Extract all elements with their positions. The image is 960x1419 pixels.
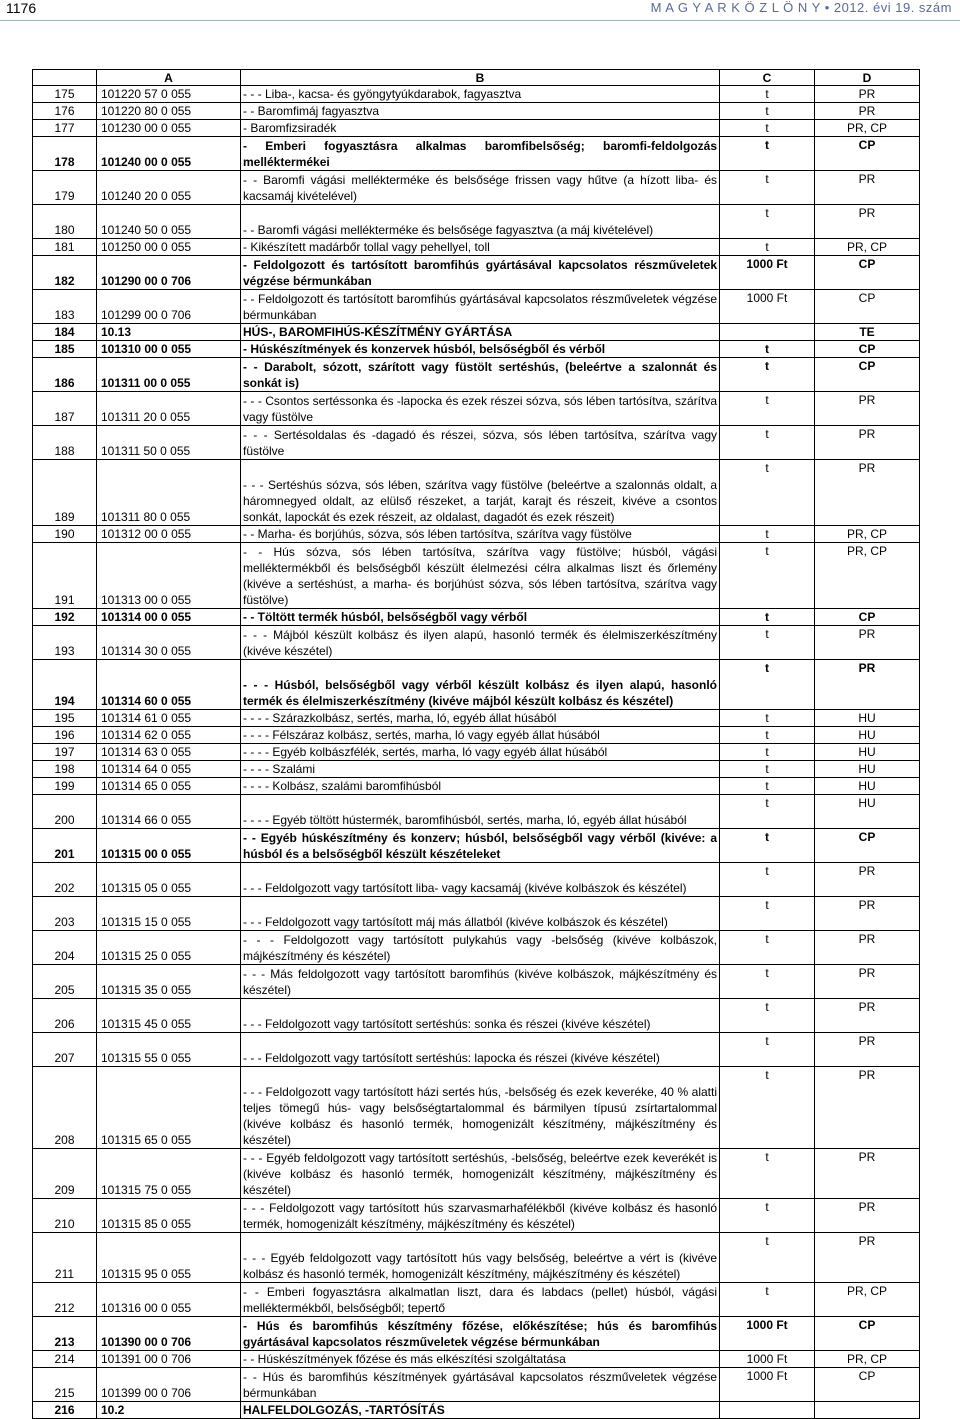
data-source-tag: CP: [815, 829, 920, 863]
data-source-tag: PR: [815, 1033, 920, 1067]
unit-of-measure: t: [720, 965, 815, 999]
product-code: 101316 00 0 055: [97, 1283, 241, 1317]
row-number: 194: [33, 660, 97, 710]
product-code: 101315 25 0 055: [97, 931, 241, 965]
table-row: [33, 761, 920, 778]
table-row: [33, 171, 920, 205]
product-description: - - - Feldolgozott vagy tartósított házi sertés hús, -belsőség és ezek keveréke, 40 % alatti teljes tömegű hús- vagy belsőségtartalommal és bármilyen típusú zsírtartalommal (kivéve kolbász és hasonló termék, homogenizált készítmény, májkészítmény és készétel): [241, 1067, 720, 1149]
product-code: 101310 00 0 055: [97, 341, 241, 358]
unit-of-measure: [720, 324, 815, 341]
table-row: [33, 1233, 920, 1283]
row-number: 196: [33, 727, 97, 744]
product-description: - - - Sertéshús sózva, sós lében, szárítva vagy füstölve (beleértve a szalonnás oldalt, a háromnegyed oldalt, az elülső részeket, a tarját, karajt és részeit, kivéve a csontos sonkát, lapockát és ezek részeit, az oldalast, dagadót és ezek részeit): [241, 460, 720, 526]
data-source-tag: PR: [815, 897, 920, 931]
product-description: - - - Sertésoldalas és -dagadó és részei, sózva, sós lében tartósítva, szárítva vagy füstölve: [241, 426, 720, 460]
row-number: 180: [33, 205, 97, 239]
product-description: - Baromfizsiradék: [241, 120, 720, 137]
table-row: [33, 1067, 920, 1149]
row-number: 183: [33, 290, 97, 324]
product-code: 101391 00 0 706: [97, 1351, 241, 1368]
table-row: [33, 897, 920, 931]
unit-of-measure: t: [720, 761, 815, 778]
product-code: 101399 00 0 706: [97, 1368, 241, 1402]
data-source-tag: PR: [815, 392, 920, 426]
table-row: [33, 526, 920, 543]
data-source-tag: PR: [815, 626, 920, 660]
product-description: - - - Liba-, kacsa- és gyöngytyúkdarabok, fagyasztva: [241, 86, 720, 103]
product-code: 101311 80 0 055: [97, 460, 241, 526]
data-source-tag: PR: [815, 426, 920, 460]
unit-of-measure: t: [720, 86, 815, 103]
unit-of-measure: t: [720, 341, 815, 358]
unit-of-measure: t: [720, 392, 815, 426]
product-code: 101240 20 0 055: [97, 171, 241, 205]
product-description: - - Emberi fogyasztásra alkalmatlan liszt, dara és labdacs (pellet) húsból, vágási melléktermékből, belsőségből; tepertő: [241, 1283, 720, 1317]
table-row: [33, 1283, 920, 1317]
product-description: - - - - Félszáraz kolbász, sertés, marha, ló vagy egyéb állat húsából: [241, 727, 720, 744]
product-code: 101315 05 0 055: [97, 863, 241, 897]
table-row: [33, 239, 920, 256]
table-row: [33, 660, 920, 710]
product-code: 101314 63 0 055: [97, 744, 241, 761]
product-code: 101314 64 0 055: [97, 761, 241, 778]
unit-of-measure: t: [720, 426, 815, 460]
unit-of-measure: [720, 1402, 815, 1419]
data-source-tag: HU: [815, 744, 920, 761]
product-description: - - - - Szárazkolbász, sertés, marha, ló, egyéb állat húsából: [241, 710, 720, 727]
product-description: - - Töltött termék húsból, belsőségből vagy vérből: [241, 609, 720, 626]
data-source-tag: CP: [815, 1317, 920, 1351]
unit-of-measure: t: [720, 460, 815, 526]
row-number: 187: [33, 392, 97, 426]
product-description: - - Feldolgozott és tartósított baromfihús gyártásával kapcsolatos részműveletek végzése bérmunkában: [241, 290, 720, 324]
row-number: 193: [33, 626, 97, 660]
product-code: 101315 00 0 055: [97, 829, 241, 863]
row-number: 214: [33, 1351, 97, 1368]
row-number: 198: [33, 761, 97, 778]
product-code: 101230 00 0 055: [97, 120, 241, 137]
product-description: - - Marha- és borjúhús, sózva, sós lében tartósítva, szárítva vagy füstölve: [241, 526, 720, 543]
product-description: - - - Feldolgozott vagy tartósított pulykahús vagy -belsőség (kivéve kolbászok, májkészítmény és készétel): [241, 931, 720, 965]
unit-of-measure: 1000 Ft: [720, 290, 815, 324]
row-number: 211: [33, 1233, 97, 1283]
data-source-tag: PR, CP: [815, 543, 920, 609]
unit-of-measure: t: [720, 526, 815, 543]
data-source-tag: HU: [815, 710, 920, 727]
unit-of-measure: t: [720, 1067, 815, 1149]
data-source-tag: PR, CP: [815, 1351, 920, 1368]
product-description: - - Darabolt, sózott, szárított vagy füstölt sertéshús, (beleértve a szalonnát és sonkát is): [241, 358, 720, 392]
product-code: 101312 00 0 055: [97, 526, 241, 543]
table-row: [33, 931, 920, 965]
table-header-row: [33, 70, 920, 86]
data-source-tag: HU: [815, 727, 920, 744]
product-description: - - - - Egyéb kolbászfélék, sertés, marha, ló vagy egyéb állat húsából: [241, 744, 720, 761]
data-source-tag: PR: [815, 205, 920, 239]
unit-of-measure: t: [720, 1283, 815, 1317]
data-source-tag: PR, CP: [815, 120, 920, 137]
table-row: [33, 1402, 920, 1419]
data-source-tag: CP: [815, 137, 920, 171]
table-row: [33, 205, 920, 239]
product-code: 101314 00 0 055: [97, 609, 241, 626]
product-description: - - - Más feldolgozott vagy tartósított baromfihús (kivéve kolbászok, májkészítmény és készétel): [241, 965, 720, 999]
row-number: 178: [33, 137, 97, 171]
table-row: [33, 120, 920, 137]
unit-of-measure: 1000 Ft: [720, 1368, 815, 1402]
product-code: 101315 15 0 055: [97, 897, 241, 931]
unit-of-measure: 1000 Ft: [720, 256, 815, 290]
product-description: - - - Feldolgozott vagy tartósított liba- vagy kacsamáj (kivéve kolbászok és készétel): [241, 863, 720, 897]
product-description: - - - - Egyéb töltött hústermék, baromfihúsból, sertés, marha, ló, egyéb állat húsából: [241, 795, 720, 829]
product-code: 101314 65 0 055: [97, 778, 241, 795]
unit-of-measure: t: [720, 171, 815, 205]
product-description: - - - Csontos sertéssonka és -lapocka és ezek részei sózva, sós lében tartósítva, szárítva vagy füstölve: [241, 392, 720, 426]
data-source-tag: CP: [815, 256, 920, 290]
data-source-tag: PR, CP: [815, 526, 920, 543]
product-description: - - - Feldolgozott vagy tartósított sertéshús: lapocka és részei (kivéve készétel): [241, 1033, 720, 1067]
row-number: 213: [33, 1317, 97, 1351]
product-code: 101299 00 0 706: [97, 290, 241, 324]
data-source-tag: PR: [815, 999, 920, 1033]
table-row: [33, 426, 920, 460]
table-row: [33, 1368, 920, 1402]
row-number: 199: [33, 778, 97, 795]
row-number: 176: [33, 103, 97, 120]
data-source-tag: CP: [815, 1368, 920, 1402]
unit-of-measure: t: [720, 778, 815, 795]
row-number: 190: [33, 526, 97, 543]
product-description: - - Baromfimáj fagyasztva: [241, 103, 720, 120]
data-source-tag: CP: [815, 358, 920, 392]
row-number: 204: [33, 931, 97, 965]
data-source-tag: HU: [815, 795, 920, 829]
row-number: 212: [33, 1283, 97, 1317]
product-description: - - - Feldolgozott vagy tartósított máj más állatból (kivéve kolbászok és készétel): [241, 897, 720, 931]
product-description: - - - Egyéb feldolgozott vagy tartósított sertéshús, -belsőség, beleértve ezek keverékét is (kivéve kolbász és hasonló termék, homogenizált készítmény, májkészítmény és készétel): [241, 1149, 720, 1199]
product-description: - - - Májból készült kolbász és ilyen alapú, hasonló termék és élelmiszerkészítmény (kivéve készétel): [241, 626, 720, 660]
table-row: [33, 543, 920, 609]
unit-of-measure: t: [720, 897, 815, 931]
product-code: 101240 00 0 055: [97, 137, 241, 171]
product-code: 101240 50 0 055: [97, 205, 241, 239]
product-description: - - - Feldolgozott vagy tartósított hús szarvasmarhafélékből (kivéve kolbász és hasonló termék, homogenizált készítmény, májkészítmény és készétel): [241, 1199, 720, 1233]
unit-of-measure: t: [720, 710, 815, 727]
product-description: - - Baromfi vágási mellékterméke és belsősége frissen vagy hűtve (a hízott liba- és kacsamáj kivételével): [241, 171, 720, 205]
product-description: HALFELDOLGOZÁS, -TARTÓSÍTÁS: [241, 1402, 720, 1419]
product-description: - - - - Kolbász, szalámi baromfihúsból: [241, 778, 720, 795]
row-number: 179: [33, 171, 97, 205]
column-header: C: [720, 70, 815, 86]
product-code: 101315 75 0 055: [97, 1149, 241, 1199]
data-source-tag: PR, CP: [815, 1283, 920, 1317]
product-code: 101314 30 0 055: [97, 626, 241, 660]
unit-of-measure: t: [720, 626, 815, 660]
table-row: [33, 460, 920, 526]
product-description: - - Hús és baromfihús készítmények gyártásával kapcsolatos részműveletek végzése bérmunkában: [241, 1368, 720, 1402]
data-source-tag: PR: [815, 1067, 920, 1149]
table-row: [33, 778, 920, 795]
unit-of-measure: t: [720, 931, 815, 965]
table-row: [33, 863, 920, 897]
row-number: 216: [33, 1402, 97, 1419]
classification-table: [32, 69, 920, 1419]
row-number: 185: [33, 341, 97, 358]
row-number: 201: [33, 829, 97, 863]
row-number: 181: [33, 239, 97, 256]
table-row: [33, 626, 920, 660]
product-code: 101315 95 0 055: [97, 1233, 241, 1283]
unit-of-measure: t: [720, 103, 815, 120]
table-row: [33, 86, 920, 103]
table-row: [33, 1199, 920, 1233]
data-source-tag: TE: [815, 324, 920, 341]
column-header: [33, 70, 97, 86]
data-source-tag: PR: [815, 1199, 920, 1233]
unit-of-measure: t: [720, 795, 815, 829]
column-header: B: [241, 70, 720, 86]
unit-of-measure: t: [720, 205, 815, 239]
row-number: 188: [33, 426, 97, 460]
product-description: - - - Egyéb feldolgozott vagy tartósított hús vagy belsőség, beleértve a vért is (kivéve kolbász és hasonló termék, homogenizált készítmény, májkészítmény és készétel): [241, 1233, 720, 1283]
unit-of-measure: t: [720, 543, 815, 609]
product-description: - - - Feldolgozott vagy tartósított sertéshús: sonka és részei (kivéve készétel): [241, 999, 720, 1033]
row-number: 205: [33, 965, 97, 999]
data-source-tag: PR, CP: [815, 239, 920, 256]
unit-of-measure: t: [720, 829, 815, 863]
product-code: 101314 62 0 055: [97, 727, 241, 744]
product-description: - - - Húsból, belsőségből vagy vérből készült kolbász és ilyen alapú, hasonló termék és élelmiszerkészítmény (kivéve májból készült kolbász és készétel): [241, 660, 720, 710]
product-code: 101315 35 0 055: [97, 965, 241, 999]
page-header: [0, 0, 960, 20]
product-description: - Emberi fogyasztásra alkalmas baromfibelsőség; baromfi-feldolgozás melléktermékei: [241, 137, 720, 171]
product-description: - Feldolgozott és tartósított baromfihús gyártásával kapcsolatos részműveletek végzése bérmunkában: [241, 256, 720, 290]
row-number: 175: [33, 86, 97, 103]
row-number: 195: [33, 710, 97, 727]
journal-title: M A G Y A R K Ö Z L Ö N Y • 2012. évi 19. szám: [650, 0, 952, 15]
table-row: [33, 829, 920, 863]
unit-of-measure: t: [720, 137, 815, 171]
row-number: 197: [33, 744, 97, 761]
table-row: [33, 1033, 920, 1067]
product-code: 101313 00 0 055: [97, 543, 241, 609]
product-description: - - Húskészítmények főzése és más elkészítési szolgáltatása: [241, 1351, 720, 1368]
product-code: 101315 85 0 055: [97, 1199, 241, 1233]
product-description: - Húskészítmények és konzervek húsból, belsőségből és vérből: [241, 341, 720, 358]
product-description: - Hús és baromfihús készítmény főzése, előkészítése; hús és baromfihús gyártásával kapcsolatos részműveletek végzése bérmunkában: [241, 1317, 720, 1351]
table-row: [33, 1317, 920, 1351]
row-number: 200: [33, 795, 97, 829]
data-source-tag: PR: [815, 1149, 920, 1199]
row-number: 186: [33, 358, 97, 392]
row-number: 209: [33, 1149, 97, 1199]
data-source-tag: PR: [815, 863, 920, 897]
product-description: - - - - Szalámi: [241, 761, 720, 778]
table-row: [33, 137, 920, 171]
row-number: 215: [33, 1368, 97, 1402]
data-source-tag: PR: [815, 660, 920, 710]
column-header: A: [97, 70, 241, 86]
unit-of-measure: t: [720, 999, 815, 1033]
row-number: 208: [33, 1067, 97, 1149]
product-code: 101315 65 0 055: [97, 1067, 241, 1149]
row-number: 182: [33, 256, 97, 290]
product-code: 101311 20 0 055: [97, 392, 241, 426]
page-number: 1176: [6, 0, 37, 16]
header-divider: [0, 20, 960, 21]
table-row: [33, 795, 920, 829]
data-source-tag: HU: [815, 778, 920, 795]
data-source-tag: PR: [815, 171, 920, 205]
unit-of-measure: t: [720, 1233, 815, 1283]
product-description: - Kikészített madárbőr tollal vagy pehellyel, toll: [241, 239, 720, 256]
table-row: [33, 710, 920, 727]
unit-of-measure: t: [720, 1033, 815, 1067]
product-code: 101390 00 0 706: [97, 1317, 241, 1351]
unit-of-measure: t: [720, 727, 815, 744]
product-description: - - Baromfi vágási mellékterméke és belsősége fagyasztva (a máj kivételével): [241, 205, 720, 239]
table-row: [33, 103, 920, 120]
table-row: [33, 609, 920, 626]
row-number: 203: [33, 897, 97, 931]
product-description: - - Egyéb húskészítmény és konzerv; húsból, belsőségből vagy vérből (kivéve: a húsból és a belsőségből készült készételeket: [241, 829, 720, 863]
product-code: 101314 61 0 055: [97, 710, 241, 727]
product-code: 101314 60 0 055: [97, 660, 241, 710]
unit-of-measure: t: [720, 1149, 815, 1199]
data-source-tag: CP: [815, 290, 920, 324]
row-number: 206: [33, 999, 97, 1033]
table-row: [33, 744, 920, 761]
row-number: 207: [33, 1033, 97, 1067]
unit-of-measure: t: [720, 660, 815, 710]
row-number: 202: [33, 863, 97, 897]
product-code: 101290 00 0 706: [97, 256, 241, 290]
product-code: 101250 00 0 055: [97, 239, 241, 256]
table-row: [33, 999, 920, 1033]
unit-of-measure: 1000 Ft: [720, 1351, 815, 1368]
data-source-tag: PR: [815, 931, 920, 965]
product-code: 10.2: [97, 1402, 241, 1419]
table-row: [33, 392, 920, 426]
data-source-tag: CP: [815, 341, 920, 358]
table-row: [33, 341, 920, 358]
product-code: 10.13: [97, 324, 241, 341]
row-number: 191: [33, 543, 97, 609]
product-code: 101314 66 0 055: [97, 795, 241, 829]
table-row: [33, 290, 920, 324]
table-row: [33, 358, 920, 392]
unit-of-measure: t: [720, 744, 815, 761]
unit-of-measure: t: [720, 358, 815, 392]
table-row: [33, 324, 920, 341]
row-number: 192: [33, 609, 97, 626]
row-number: 184: [33, 324, 97, 341]
data-source-tag: PR: [815, 86, 920, 103]
table-row: [33, 256, 920, 290]
unit-of-measure: t: [720, 863, 815, 897]
row-number: 189: [33, 460, 97, 526]
unit-of-measure: 1000 Ft: [720, 1317, 815, 1351]
row-number: 210: [33, 1199, 97, 1233]
data-source-tag: PR: [815, 965, 920, 999]
product-code: 101311 00 0 055: [97, 358, 241, 392]
product-code: 101220 57 0 055: [97, 86, 241, 103]
column-header: D: [815, 70, 920, 86]
data-source-tag: [815, 1402, 920, 1419]
data-source-tag: PR: [815, 1233, 920, 1283]
table-body: [33, 86, 920, 1419]
row-number: 177: [33, 120, 97, 137]
data-source-tag: HU: [815, 761, 920, 778]
product-code: 101315 45 0 055: [97, 999, 241, 1033]
unit-of-measure: t: [720, 1199, 815, 1233]
product-code: 101220 80 0 055: [97, 103, 241, 120]
unit-of-measure: t: [720, 120, 815, 137]
table-row: [33, 727, 920, 744]
table-row: [33, 1351, 920, 1368]
product-description: - - Hús sózva, sós lében tartósítva, szárítva vagy füstölve; húsból, vágási melléktermékből és belsőségből készült élelmezési célra alkalmas liszt és őrlemény (kivéve a sertéshúst, a marha- és borjúhúst sózva, sós lében tartósítva, szárítva vagy füstölve): [241, 543, 720, 609]
data-source-tag: PR: [815, 103, 920, 120]
unit-of-measure: t: [720, 609, 815, 626]
product-code: 101315 55 0 055: [97, 1033, 241, 1067]
data-source-tag: PR: [815, 460, 920, 526]
product-description: HÚS-, BAROMFIHÚS-KÉSZÍTMÉNY GYÁRTÁSA: [241, 324, 720, 341]
table-row: [33, 1149, 920, 1199]
unit-of-measure: t: [720, 239, 815, 256]
product-code: 101311 50 0 055: [97, 426, 241, 460]
data-source-tag: CP: [815, 609, 920, 626]
table-row: [33, 965, 920, 999]
